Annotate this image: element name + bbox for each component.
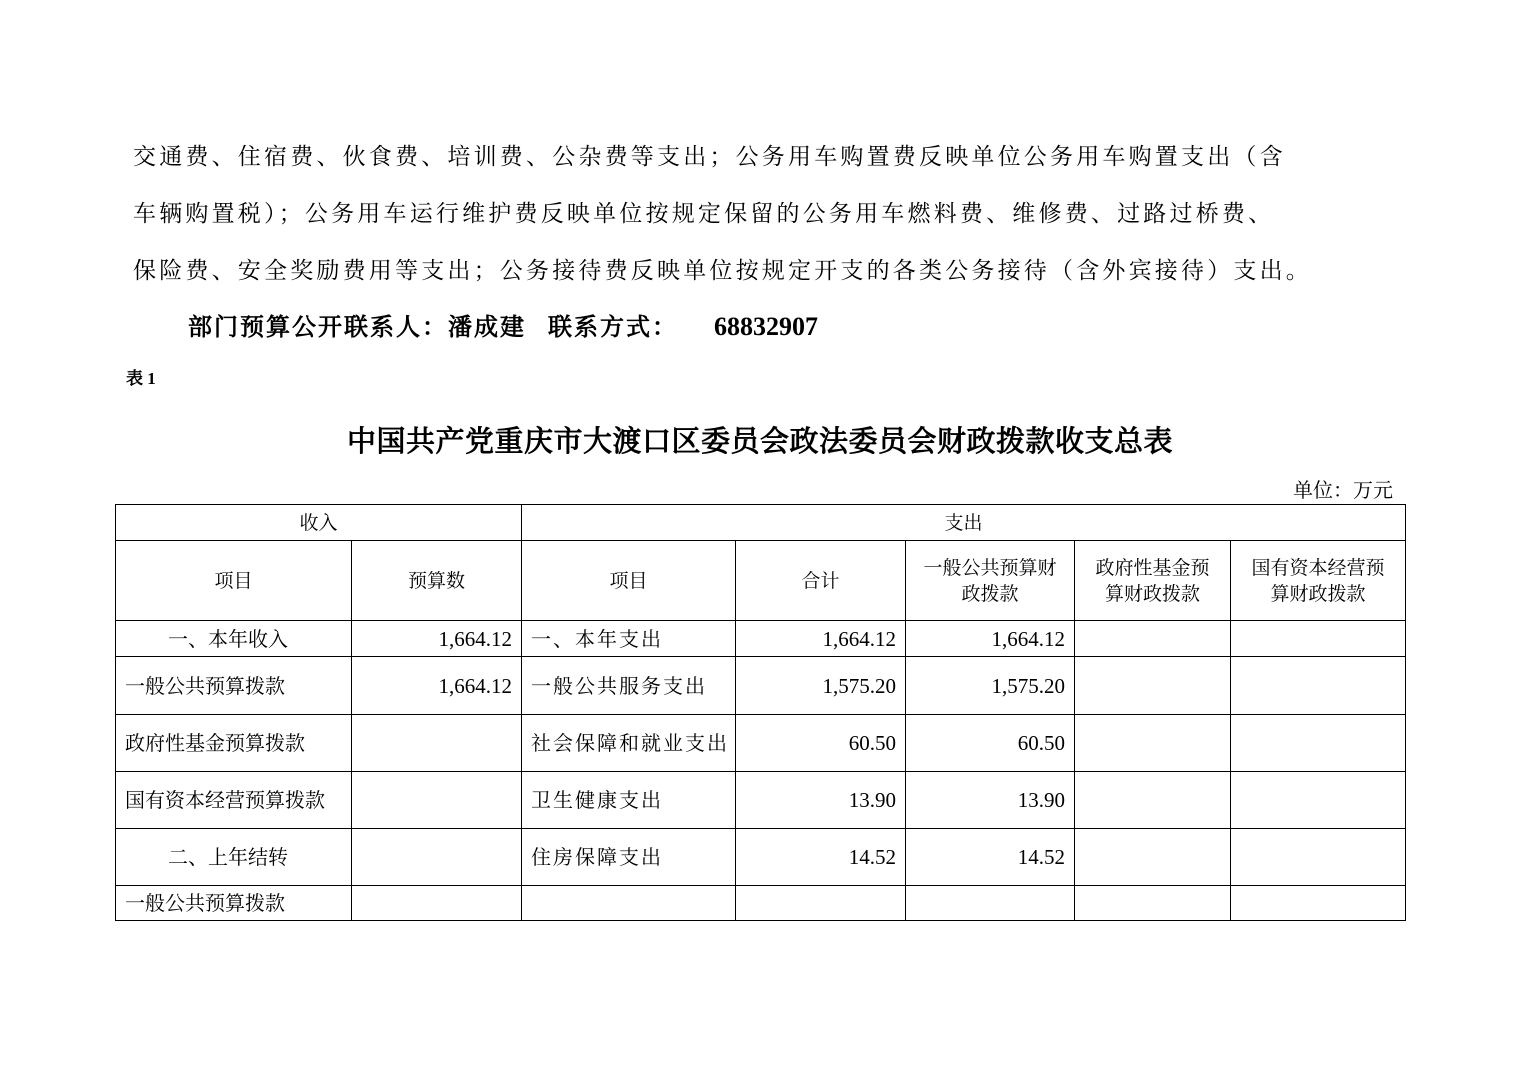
income-budget-cell xyxy=(352,715,522,772)
table-label: 表 1 xyxy=(126,369,156,388)
gov-fund-cell xyxy=(1075,886,1231,921)
income-item-cell: 一般公共预算拨款 xyxy=(116,657,352,715)
total-cell: 1,575.20 xyxy=(736,657,906,715)
paragraph-line-1: 交通费、住宿费、伙食费、培训费、公杂费等支出；公务用车购置费反映单位公务用车购置支出（含 xyxy=(133,144,1286,170)
total-cell: 1,664.12 xyxy=(736,621,906,657)
general-public-cell: 1,575.20 xyxy=(906,657,1075,715)
state-capital-cell xyxy=(1231,886,1406,921)
expense-item-cell xyxy=(522,886,736,921)
state-capital-cell xyxy=(1231,829,1406,886)
total-cell: 13.90 xyxy=(736,772,906,829)
expense-item-cell: 社会保障和就业支出 xyxy=(522,715,736,772)
income-item-cell: 国有资本经营预算拨款 xyxy=(116,772,352,829)
income-item-cell: 二、上年结转 xyxy=(116,829,352,886)
group-header-row xyxy=(116,505,1406,541)
expense-item-cell: 一般公共服务支出 xyxy=(522,657,736,715)
income-budget-cell: 1,664.12 xyxy=(352,621,522,657)
table-title: 中国共产党重庆市大渡口区委员会政法委员会财政拨款收支总表 xyxy=(346,424,1173,458)
paragraph-line-3: 保险费、安全奖励费用等支出；公务接待费反映单位按规定开支的各类公务接待（含外宾接待）支出。 xyxy=(133,258,1312,284)
gov-fund-cell xyxy=(1075,715,1231,772)
state-capital-cell xyxy=(1231,715,1406,772)
col-expense-item: 项目 xyxy=(522,541,736,621)
contact-method-label: 联系方式： xyxy=(548,312,678,341)
general-public-cell xyxy=(906,886,1075,921)
contact-line xyxy=(188,305,818,349)
expense-item-cell: 住房保障支出 xyxy=(522,829,736,886)
contact-person-name: 潘成建 xyxy=(448,312,526,341)
gov-fund-cell xyxy=(1075,621,1231,657)
income-budget-cell xyxy=(352,829,522,886)
column-header-row xyxy=(116,541,1406,621)
total-cell: 60.50 xyxy=(736,715,906,772)
table-row xyxy=(116,715,1406,772)
col-general-public: 一般公共预算财政拨款 xyxy=(906,541,1075,621)
income-budget-cell: 1,664.12 xyxy=(352,657,522,715)
table-row xyxy=(116,886,1406,921)
income-budget-cell xyxy=(352,772,522,829)
state-capital-cell xyxy=(1231,621,1406,657)
income-budget-cell xyxy=(352,886,522,921)
income-item-cell: 政府性基金预算拨款 xyxy=(116,715,352,772)
unit-label: 单位：万元 xyxy=(1293,478,1393,502)
state-capital-cell xyxy=(1231,772,1406,829)
contact-phone: 68832907 xyxy=(714,312,818,341)
col-total: 合计 xyxy=(736,541,906,621)
gov-fund-cell xyxy=(1075,829,1231,886)
table-row xyxy=(116,621,1406,657)
expense-item-cell: 一、本年支出 xyxy=(522,621,736,657)
total-cell xyxy=(736,886,906,921)
col-income-budget: 预算数 xyxy=(352,541,522,621)
table-row xyxy=(116,657,1406,715)
gov-fund-cell xyxy=(1075,772,1231,829)
expense-header: 支出 xyxy=(522,505,1406,541)
col-state-capital: 国有资本经营预算财政拨款 xyxy=(1231,541,1406,621)
gov-fund-cell xyxy=(1075,657,1231,715)
col-gov-fund: 政府性基金预算财政拨款 xyxy=(1075,541,1231,621)
paragraph-line-2: 车辆购置税）；公务用车运行维护费反映单位按规定保留的公务用车燃料费、维修费、过路过桥费、 xyxy=(133,201,1275,227)
income-item-cell: 一般公共预算拨款 xyxy=(116,886,352,921)
expense-item-cell: 卫生健康支出 xyxy=(522,772,736,829)
total-cell: 14.52 xyxy=(736,829,906,886)
general-public-cell: 1,664.12 xyxy=(906,621,1075,657)
general-public-cell: 13.90 xyxy=(906,772,1075,829)
budget-table xyxy=(115,504,1406,921)
table-row xyxy=(116,829,1406,886)
general-public-cell: 60.50 xyxy=(906,715,1075,772)
state-capital-cell xyxy=(1231,657,1406,715)
income-item-cell: 一、本年收入 xyxy=(116,621,352,657)
income-header: 收入 xyxy=(116,505,522,541)
contact-person-label: 部门预算公开联系人： xyxy=(188,312,448,341)
table-row xyxy=(116,772,1406,829)
col-income-item: 项目 xyxy=(116,541,352,621)
general-public-cell: 14.52 xyxy=(906,829,1075,886)
